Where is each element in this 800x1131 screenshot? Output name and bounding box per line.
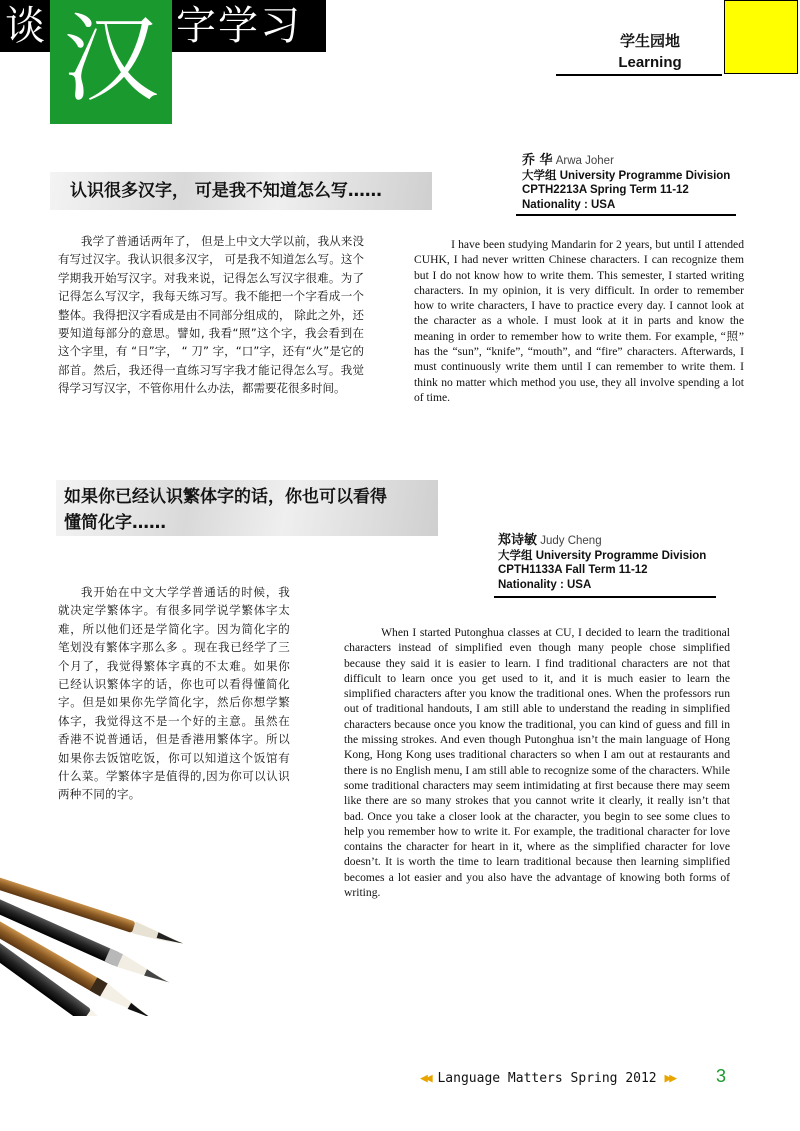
article1-author-block [522, 154, 736, 212]
paragraph: I have been studying Mandarin for 2 years, but until I attended CUHK, I had never written Chinese characters. I can recognize them but I do not know how to write them. This semester, I started writing characters. In my opinion, it is very difficult. In order to remember how to write characters, I have to practice every day. I cannot look at the character as a whole. I must look at it in parts and know the meaning in order to remember how to write them. For example, “照” has the “sun”, “knife”, “mouth”, and “fire” characters. Afterwards, I must continuously write them until I can remember to write them. I think no matter which method you use, they all involve spending a lot of time. [414, 238, 744, 404]
article2-author-block [498, 534, 716, 592]
author-nationality: Nationality : USA [498, 578, 592, 591]
paragraph: 我开始在中文大学学普通话的时候，我就决定学繁体字。有很多同学说学繁体字太难，所以他们还是学简化字。因为简化字的笔划没有繁体字那么多 。现在我已经学了三个月了，我觉得繁体字真的不太难。如果你已经认识繁体字的话，你也可以看得懂简化字。但是如果你先学简化字，然后你想学繁体字，我觉得这不是一个好的主意。虽然在香港不说普通话，但是香港用繁体字。所以如果你去饭馆吃饭，你可以知道这个饭馆有什么菜。学繁体字是值得的,因为你可以认识两种不同的字。 [58, 585, 290, 802]
author-divider [516, 214, 736, 216]
paragraph: When I started Putonghua classes at CU, I decided to learn the traditional characters instead of simplified even though many people chose simplified because they said it is easier to learn. I find traditional characters are not that difficult to learn once you get used to it, and it is much easier to learn the simplified characters after you know the traditional ones. When the professors run out of traditional handouts, I am still able to understand the reading in simplified characters because once you know the traditional, you can kind of guess and fill in the missing strokes. And even though Putonghua isn’t the main language of Hong Kong, Hong Kong uses traditional characters so when I am out at restaurants and there is no English menu, I am still able to recognize some of the characters. While some traditional characters may seem intimidating at first because there may seem like there are so many strokes that you cannot write it clearly, it really isn’t that bad. Once you take a closer look at the character, you begin to see some clues to help you remember how to write it. For example, the traditional character for love contains the character for heart in it, where as the simplified character for love doesn’t. It is worth the time to learn traditional because then learning simplified becomes a lot easier and you also have the advantage of knowing both forms of writing. [344, 626, 730, 900]
author-division: 大学组 University Programme Division [498, 549, 707, 562]
author-name-cn: 郑诗敏 [498, 533, 538, 548]
paragraph: 我学了普通话两年了， 但是上中文大学以前，我从来没有写过汉字。我认识很多汉字， 可是我不知道怎么写。这个学期我开始写汉字。对我来说，记得怎么写汉字很难。为了记得怎么写汉字，我每天练习写。我不能把一个字看成一个整体。我得把汉字看成是由不同部分组成的， 除此之外，还要知道每部分的意思。譬如, 我看“照”这个字，我会看到在这个字里，有 “日”字， “ 刀” 字，“口”字，还有“火”是它的部首。然后，我还得一直练习写字我才能记得怎么写。我觉得学习写汉字，不管你用什么办法，都需要花很多时间。 [58, 234, 364, 396]
article2-english-text [344, 625, 730, 900]
footer-text: Language Matters Spring 2012 [437, 1071, 657, 1086]
article1-english-text [414, 237, 744, 405]
author-nationality: Nationality : USA [522, 198, 616, 211]
article2-heading [56, 480, 438, 536]
double-left-arrow-icon: ◀◀ [420, 1071, 430, 1086]
heading-line1: 如果你已经认识繁体字的话，你也可以看得 [64, 487, 387, 507]
title-char-han: 汉 [50, 0, 172, 124]
yellow-corner-block [724, 0, 798, 74]
heading-line2: 懂简化字…… [64, 513, 166, 533]
section-label-en: Learning [618, 54, 682, 71]
title-char-tan: 谈 [0, 0, 50, 52]
page-number: 3 [716, 1066, 727, 1086]
author-divider [494, 596, 716, 598]
author-course: CPTH1133A Fall Term 11-12 [498, 564, 648, 576]
author-name-en: Arwa Joher [555, 155, 614, 167]
author-name-en: Judy Cheng [540, 535, 602, 547]
title-rest: 字学习 [172, 0, 326, 52]
section-label-cn: 学生园地 [619, 32, 680, 50]
article1-heading: 认识很多汉字， 可是我不知道怎么写…… [50, 172, 432, 210]
article1-chinese-text [58, 232, 364, 398]
double-right-arrow-icon: ▶▶ [664, 1071, 675, 1086]
section-divider [556, 74, 722, 76]
article2-chinese-text [58, 583, 290, 804]
footer [420, 1071, 720, 1086]
author-division: 大学组 University Programme Division [522, 169, 731, 182]
calligraphy-brushes-icon [0, 876, 200, 1016]
author-name-cn: 乔 华 [522, 153, 553, 168]
author-course: CPTH2213A Spring Term 11-12 [522, 184, 689, 196]
